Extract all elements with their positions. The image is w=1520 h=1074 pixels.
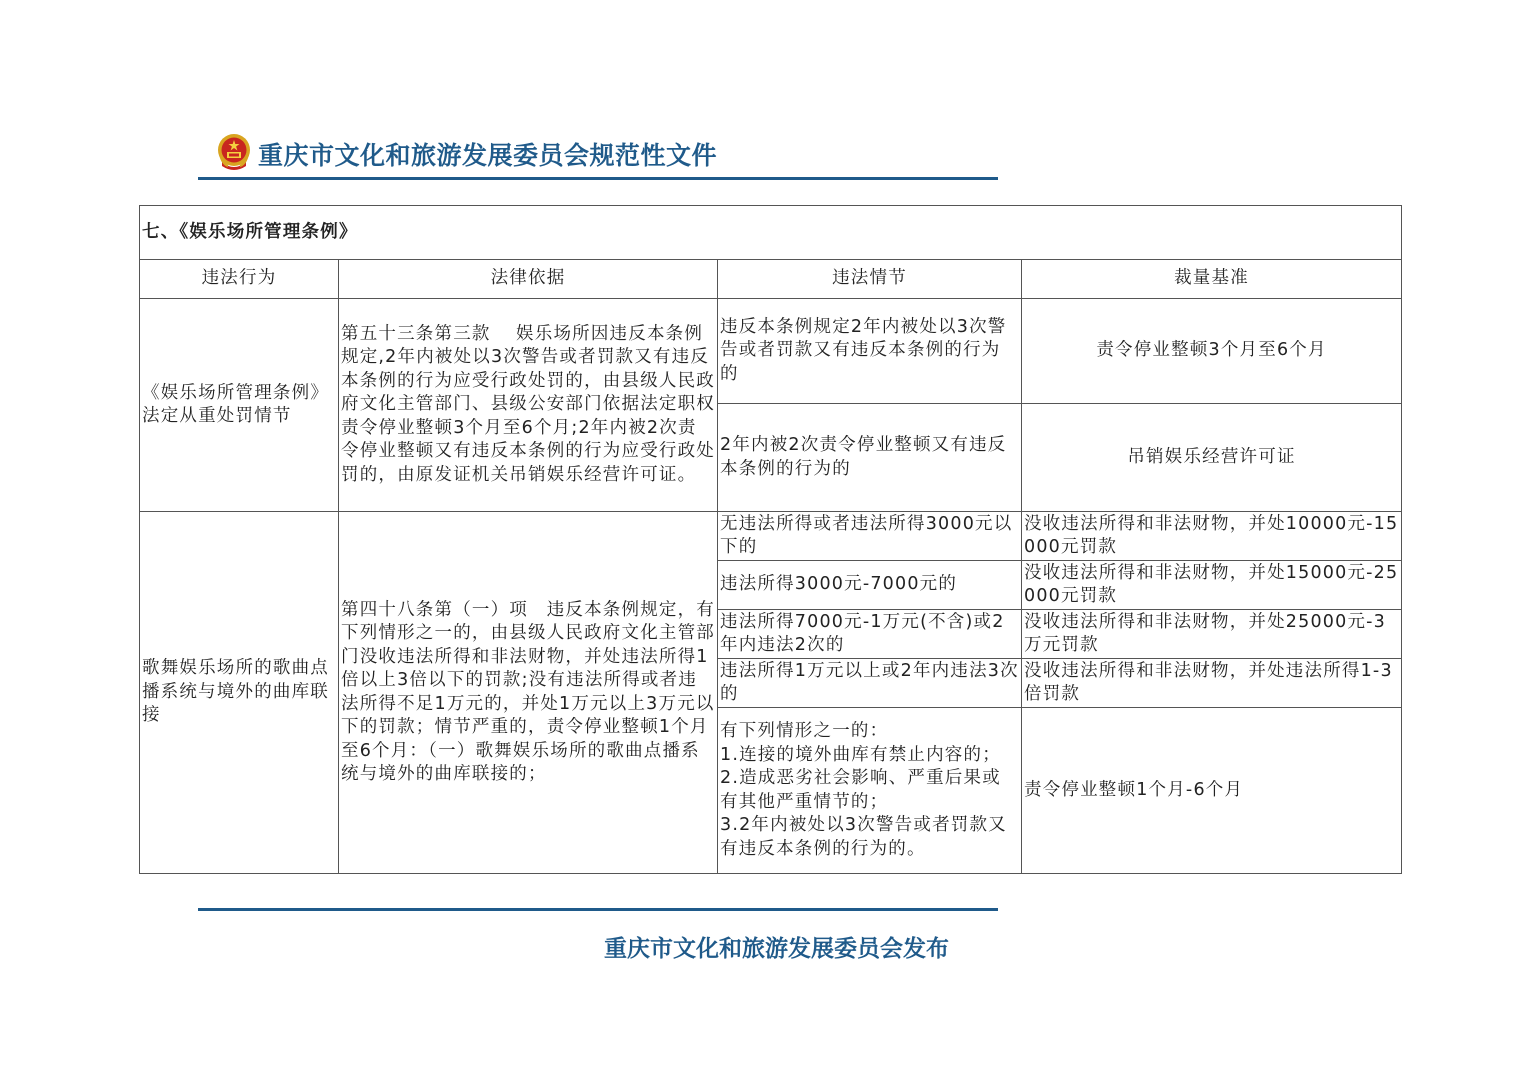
circumstance-item: 3.2年内被处以3次警告或者罚款又有违反本条例的行为的。 — [720, 815, 1007, 859]
section-title: 七、《娱乐场所管理条例》 — [140, 206, 1402, 260]
standard-cell: 吊销娱乐经营许可证 — [1022, 404, 1402, 512]
document-header-title: 重庆市文化和旅游发展委员会规范性文件 — [258, 141, 718, 170]
legal-basis-cell: 第四十八条第（一）项 违反本条例规定，有下列情形之一的，由县级人民政府文化主管部门没收违法所得和非法财物，并处违法所得1倍以上3倍以下的罚款;没有违法所得或者违法所得不足1万元的，并处1万元以上3万元以下的罚款；情节严重的，责令停业整顿1个月至6个月：（一）歌舞娱乐场所的歌曲点播系统与境外的曲库联接的； — [339, 512, 718, 874]
violation-behavior-cell: 《娱乐场所管理条例》法定从重处罚情节 — [140, 299, 339, 512]
circumstance-item: 2.造成恶劣社会影响、严重后果或有其他严重情节的； — [720, 768, 1001, 812]
standard-cell: 没收违法所得和非法财物，并处10000元-15000元罚款 — [1022, 512, 1402, 561]
standard-cell: 没收违法所得和非法财物，并处违法所得1-3倍罚款 — [1022, 659, 1402, 708]
table-header-row — [140, 260, 1402, 299]
circumstance-cell: 违反本条例规定2年内被处以3次警告或者罚款又有违反本条例的行为的 — [718, 299, 1022, 404]
header-divider — [198, 177, 998, 180]
footer-divider — [198, 908, 998, 911]
circumstance-cell: 违法所得7000元-1万元(不含)或2年内违法2次的 — [718, 610, 1022, 659]
violation-behavior-cell: 歌舞娱乐场所的歌曲点播系统与境外的曲库联接 — [140, 512, 339, 874]
circumstance-intro: 有下列情形之一的： — [720, 721, 889, 741]
publisher-text: 重庆市文化和旅游发展委员会发布 — [604, 935, 949, 962]
standard-cell: 责令停业整顿1个月-6个月 — [1022, 708, 1402, 874]
column-header-basis: 法律依据 — [339, 260, 718, 299]
table-row — [140, 299, 1402, 404]
table-row — [140, 512, 1402, 561]
circumstance-cell — [718, 708, 1022, 874]
document-header — [200, 128, 998, 180]
column-header-behavior: 违法行为 — [140, 260, 339, 299]
column-header-standard: 裁量基准 — [1022, 260, 1402, 299]
circumstance-item: 1.连接的境外曲库有禁止内容的； — [720, 744, 1001, 765]
discretion-table — [139, 205, 1402, 874]
circumstance-cell: 无违法所得或者违法所得3000元以下的 — [718, 512, 1022, 561]
legal-basis-cell: 第五十三条第三款 娱乐场所因违反本条例规定,2年内被处以3次警告或者罚款又有违反本条例的行为应受行政处罚的，由县级人民政府文化主管部门、县级公安部门依据法定职权责令停业整顿3个月至6个月;2年内被2次责令停业整顿又有违反本条例的行为应受行政处罚的，由原发证机关吊销娱乐经营许可证。 — [339, 299, 718, 512]
column-header-circumstance: 违法情节 — [718, 260, 1022, 299]
standard-cell: 没收违法所得和非法财物，并处15000元-25000元罚款 — [1022, 561, 1402, 610]
circumstance-cell: 2年内被2次责令停业整顿又有违反本条例的行为的 — [718, 404, 1022, 512]
standard-cell: 责令停业整顿3个月至6个月 — [1022, 299, 1402, 404]
circumstance-cell: 违法所得1万元以上或2年内违法3次的 — [718, 659, 1022, 708]
standard-cell: 没收违法所得和非法财物，并处25000元-3万元罚款 — [1022, 610, 1402, 659]
national-emblem-icon — [216, 132, 252, 172]
circumstance-cell: 违法所得3000元-7000元的 — [718, 561, 1022, 610]
